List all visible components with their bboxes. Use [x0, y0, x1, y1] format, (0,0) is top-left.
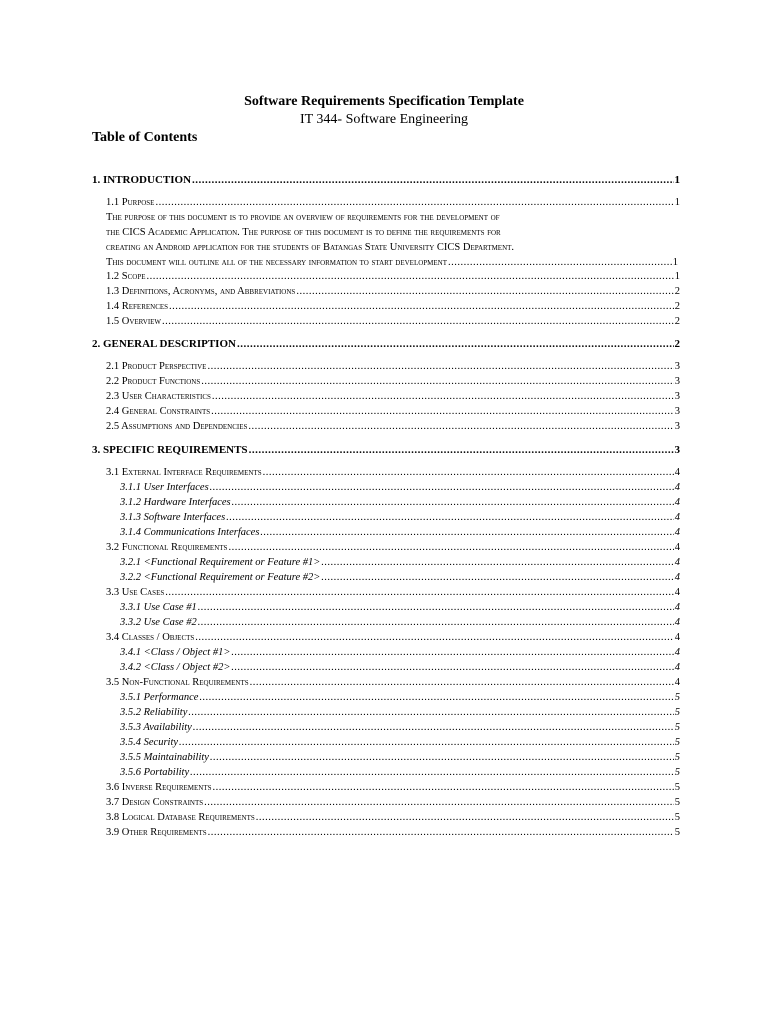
dot-leader	[249, 443, 674, 457]
toc-entry-label: 2.1 Product Perspective	[106, 361, 207, 372]
dot-leader	[165, 586, 674, 600]
dot-leader	[210, 481, 674, 495]
toc-entry-label: 3. SPECIFIC REQUIREMENTS	[92, 444, 248, 456]
dot-leader	[213, 781, 674, 795]
toc-subsection-entry[interactable]	[106, 586, 680, 600]
toc-entry-label: 3.3 Use Cases	[106, 587, 165, 598]
toc-subsection-entry[interactable]	[106, 360, 680, 374]
toc-entry-label: 3.4.1 <Class / Object #1>	[120, 647, 231, 658]
toc-entry-label: 3.8 Logical Database Requirements	[106, 812, 255, 823]
dot-leader	[188, 706, 673, 720]
toc-heading: Table of Contents	[92, 130, 198, 145]
dot-leader	[192, 173, 673, 187]
toc-entry-page-number: 4	[674, 467, 680, 478]
toc-entry-label: 3.1.4 Communications Interfaces	[120, 527, 260, 538]
dot-leader	[193, 721, 674, 735]
dot-leader	[169, 300, 674, 314]
toc-entry-label: 3.7 Design Constraints	[106, 797, 204, 808]
toc-subsection-entry[interactable]	[106, 541, 680, 555]
toc-entry-page-number: 1	[674, 197, 680, 208]
toc-entry-page-number: 4	[674, 482, 680, 493]
dot-leader	[195, 631, 673, 645]
dot-leader	[198, 601, 674, 615]
purpose-page-number: 1	[672, 257, 678, 268]
toc-entry-label: 3.3.2 Use Case #2	[120, 617, 197, 628]
toc-entry-label: 3.5.2 Reliability	[120, 707, 188, 718]
toc-entry-label: 3.1.1 User Interfaces	[120, 482, 209, 493]
toc-entry-page-number: 4	[674, 497, 680, 508]
dot-leader	[237, 337, 674, 351]
dot-leader	[296, 285, 673, 299]
dot-leader	[211, 405, 674, 419]
toc-entry-page-number: 3	[674, 444, 680, 456]
toc-entry-label: 3.4.2 <Class / Object #2>	[120, 662, 231, 673]
toc-entry-label: 1.5 Overview	[106, 316, 162, 327]
toc-entry-page-number: 4	[674, 587, 680, 598]
toc-entry-page-number: 3	[674, 391, 680, 402]
dot-leader	[199, 691, 673, 705]
toc-entry-label: 3.5.3 Availability	[120, 722, 192, 733]
dot-leader	[210, 751, 674, 765]
toc-entry-label: 2.4 General Constraints	[106, 406, 211, 417]
document-title: Software Requirements Specification Template	[244, 94, 524, 109]
toc-entry-label: 3.5 Non-Functional Requirements	[106, 677, 249, 688]
dot-leader	[201, 375, 674, 389]
purpose-line: creating an Android application for the students of Batangas State University CICS Department.	[106, 242, 515, 253]
purpose-line: The purpose of this document is to provide an overview of requirements for the development of	[106, 212, 500, 223]
toc-entry-page-number: 4	[674, 572, 680, 583]
toc-subsection-entry[interactable]	[106, 796, 680, 810]
toc-entry-label: 1. INTRODUCTION	[92, 174, 192, 186]
toc-subsection-entry[interactable]	[106, 631, 680, 645]
toc-entry-page-number: 3	[674, 421, 680, 432]
toc-subsubsection-entry[interactable]	[120, 646, 680, 660]
toc-entry-label: 3.2.1 <Functional Requirement or Feature #1>	[120, 557, 321, 568]
toc-entry-page-number: 4	[674, 677, 680, 688]
toc-entry-page-number: 4	[674, 632, 680, 643]
dot-leader	[321, 556, 673, 570]
toc-section-entry[interactable]	[92, 173, 680, 187]
dot-leader	[231, 646, 673, 660]
toc-entry-label: 3.2 Functional Requirements	[106, 542, 228, 553]
toc-subsection-entry[interactable]	[106, 315, 680, 329]
toc-entry-label: 3.4 Classes / Objects	[106, 632, 195, 643]
dot-leader	[228, 541, 673, 555]
toc-subsubsection-entry[interactable]	[120, 496, 680, 510]
toc-entry-page-number: 5	[674, 752, 680, 763]
dot-leader	[204, 796, 674, 810]
toc-subsubsection-entry[interactable]	[120, 691, 680, 705]
dot-leader	[146, 270, 673, 284]
toc-entry-label: 3.5.6 Portability	[120, 767, 190, 778]
toc-entry-label: 3.1.3 Software Interfaces	[120, 512, 226, 523]
dot-leader	[256, 811, 674, 825]
toc-subsection-entry[interactable]	[106, 811, 680, 825]
toc-subsubsection-entry[interactable]	[120, 511, 680, 525]
toc-entry-page-number: 4	[674, 617, 680, 628]
toc-section-entry[interactable]	[92, 443, 680, 457]
toc-subsubsection-entry[interactable]	[120, 706, 680, 720]
toc-entry-label: 1.3 Definitions, Acronyms, and Abbreviations	[106, 286, 296, 297]
document-subtitle: IT 344- Software Engineering	[299, 112, 469, 127]
toc-entry-label: 3.5.1 Performance	[120, 692, 199, 703]
toc-subsection-entry[interactable]	[106, 270, 680, 284]
toc-subsection-entry[interactable]	[106, 781, 680, 795]
toc-subsubsection-entry[interactable]	[120, 556, 680, 570]
dot-leader	[250, 676, 674, 690]
dot-leader	[212, 390, 674, 404]
toc-subsubsection-entry[interactable]	[120, 661, 680, 675]
toc-entry-label: 2. GENERAL DESCRIPTION	[92, 338, 236, 350]
toc-subsubsection-entry[interactable]	[120, 766, 680, 780]
toc-entry-page-number: 5	[674, 707, 680, 718]
purpose-paragraph	[106, 210, 678, 270]
dot-leader	[207, 360, 673, 374]
toc-entry-label: 3.5.4 Security	[120, 737, 179, 748]
dot-leader	[162, 315, 674, 329]
toc-subsubsection-entry[interactable]	[120, 616, 680, 630]
purpose-last-line[interactable]	[106, 255, 678, 270]
toc-subsubsection-entry[interactable]	[120, 721, 680, 735]
toc-entry-page-number: 4	[674, 647, 680, 658]
toc-subsubsection-entry[interactable]	[120, 751, 680, 765]
toc-entry-label: 3.6 Inverse Requirements	[106, 782, 212, 793]
toc-entry-label: 1.4 References	[106, 301, 169, 312]
toc-entry-page-number: 2	[674, 316, 680, 327]
toc-entry-page-number: 5	[674, 722, 680, 733]
toc-subsection-entry[interactable]	[106, 285, 680, 299]
toc-entry-page-number: 3	[674, 406, 680, 417]
toc-subsection-entry[interactable]	[106, 405, 680, 419]
toc-entry-page-number: 5	[674, 737, 680, 748]
dot-leader	[260, 526, 673, 540]
dot-leader	[248, 420, 673, 434]
toc-entry-page-number: 5	[674, 827, 680, 838]
toc-entry-label: 3.3.1 Use Case #1	[120, 602, 197, 613]
toc-entry-label: 2.2 Product Functions	[106, 376, 201, 387]
toc-entry-page-number: 2	[674, 338, 680, 350]
toc-entry-page-number: 3	[674, 361, 680, 372]
toc-section-entry[interactable]	[92, 337, 680, 351]
toc-subsection-entry[interactable]	[106, 390, 680, 404]
toc-entry-label: 3.1.2 Hardware Interfaces	[120, 497, 231, 508]
toc-entry-label: 1.2 Scope	[106, 271, 146, 282]
toc-subsection-entry[interactable]	[106, 375, 680, 389]
dot-leader	[198, 616, 674, 630]
toc-entry-page-number: 5	[674, 692, 680, 703]
toc-entry-page-number: 1	[674, 271, 680, 282]
dot-leader	[231, 661, 673, 675]
dot-leader	[448, 255, 673, 270]
toc-entry-page-number: 5	[674, 782, 680, 793]
toc-entry-page-number: 4	[674, 527, 680, 538]
toc-subsection-entry[interactable]	[106, 196, 680, 210]
toc-entry-label: 1.1 Purpose	[106, 197, 155, 208]
toc-subsubsection-entry[interactable]	[120, 601, 680, 615]
toc-entry-label: 2.3 User Characteristics	[106, 391, 211, 402]
toc-subsubsection-entry[interactable]	[120, 526, 680, 540]
toc-subsection-entry[interactable]	[106, 676, 680, 690]
toc-entry-label: 3.2.2 <Functional Requirement or Feature #2>	[120, 572, 321, 583]
toc-entry-page-number: 4	[674, 512, 680, 523]
toc-entry-page-number: 2	[674, 301, 680, 312]
toc-entry-page-number: 4	[674, 602, 680, 613]
toc-entry-label: 3.9 Other Requirements	[106, 827, 207, 838]
dot-leader	[155, 196, 673, 210]
toc-entry-page-number: 1	[674, 174, 680, 186]
dot-leader	[263, 466, 674, 480]
purpose-line: This document will outline all of the necessary information to start development	[106, 257, 447, 268]
toc-entry-page-number: 5	[674, 797, 680, 808]
dot-leader	[179, 736, 674, 750]
toc-subsubsection-entry[interactable]	[120, 736, 680, 750]
toc-entry-page-number: 5	[674, 767, 680, 778]
toc-subsubsection-entry[interactable]	[120, 481, 680, 495]
purpose-line: the CICS Academic Application. The purpose of this document is to define the requirements for	[106, 227, 501, 238]
toc-subsection-entry[interactable]	[106, 826, 680, 840]
dot-leader	[208, 826, 674, 840]
toc-subsection-entry[interactable]	[106, 300, 680, 314]
dot-leader	[190, 766, 674, 780]
toc-entry-page-number: 4	[674, 662, 680, 673]
toc-subsection-entry[interactable]	[106, 420, 680, 434]
toc-subsubsection-entry[interactable]	[120, 571, 680, 585]
toc-entry-page-number: 4	[674, 542, 680, 553]
toc-entry-page-number: 3	[674, 376, 680, 387]
toc-subsection-entry[interactable]	[106, 466, 680, 480]
toc-entry-label: 3.1 External Interface Requirements	[106, 467, 262, 478]
dot-leader	[232, 496, 674, 510]
toc-entry-page-number: 2	[674, 286, 680, 297]
toc-entry-label: 2.5 Assumptions and Dependencies	[106, 421, 248, 432]
toc-entry-page-number: 4	[674, 557, 680, 568]
dot-leader	[226, 511, 674, 525]
toc-entry-label: 3.5.5 Maintainability	[120, 752, 209, 763]
toc-entry-page-number: 5	[674, 812, 680, 823]
dot-leader	[321, 571, 673, 585]
